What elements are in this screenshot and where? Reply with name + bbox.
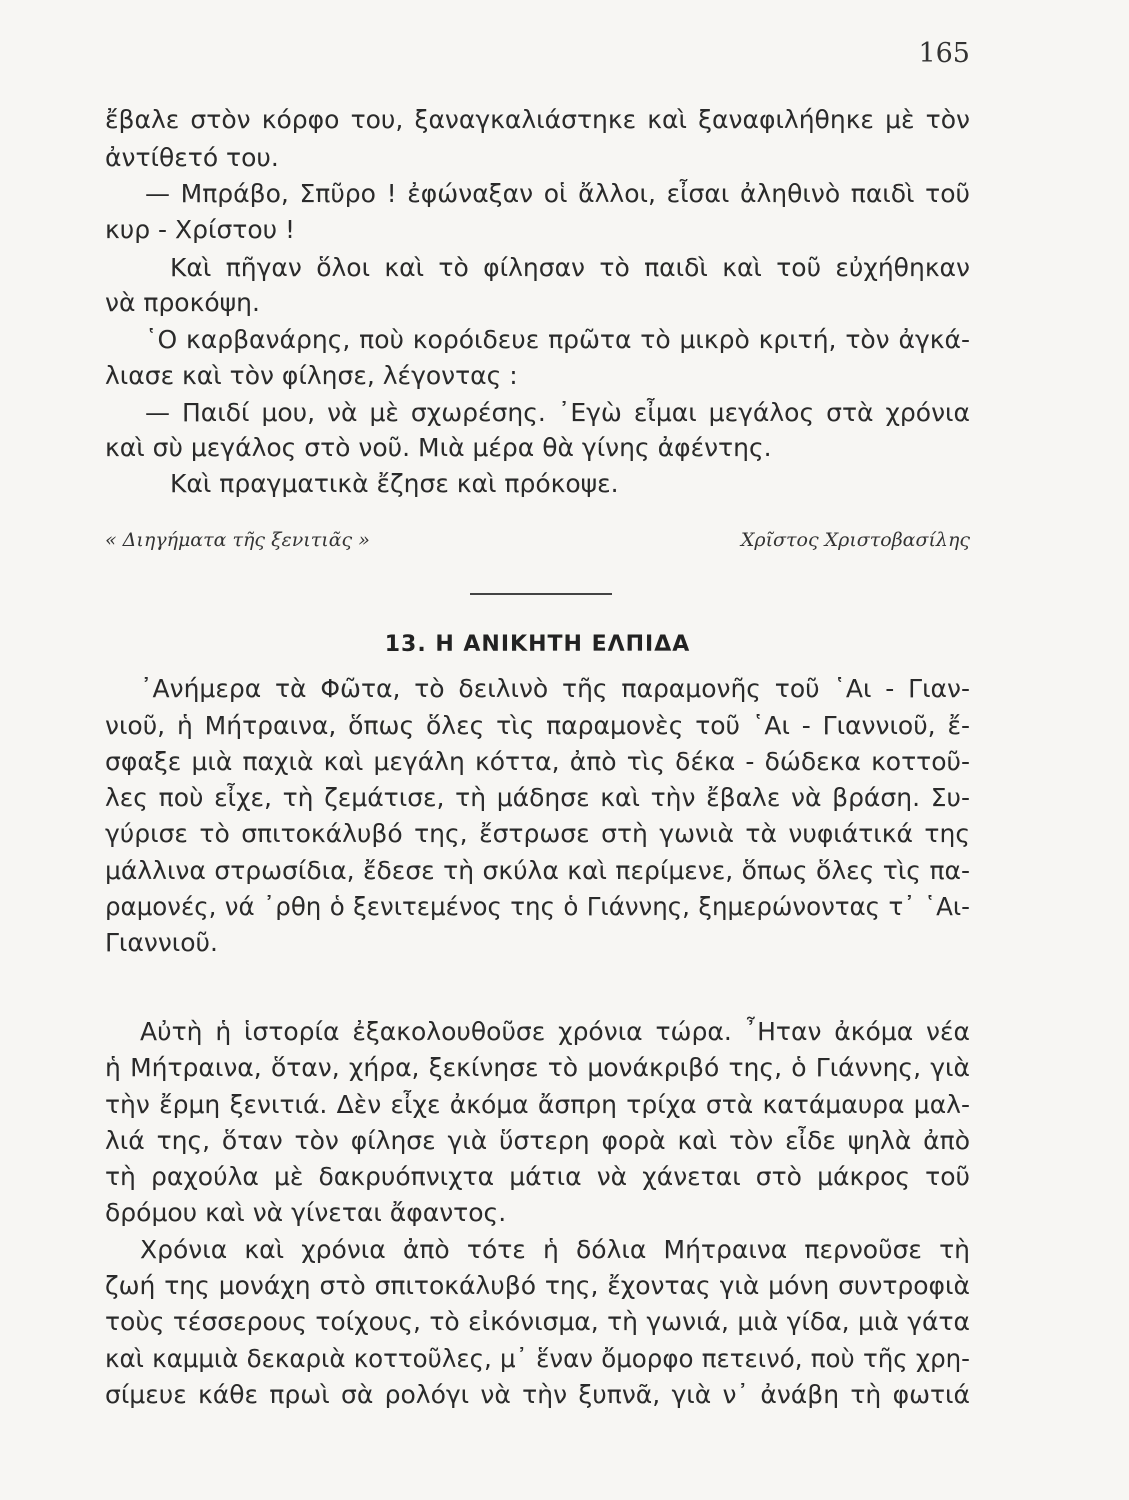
text-line: σίμευε κάθε πρωὶ σὰ ρολόγι νὰ τὴν ξυπνᾶ, γιὰ ν᾿ ἀνάβη τὴ φωτιά (105, 1380, 970, 1409)
text-line: ᾿Ανήμερα τὰ Φῶτα, τὸ δειλινὸ τῆς παραμονῆς τοῦ ῾Αι - Γιαν- (140, 674, 970, 703)
page-number: 165 (918, 38, 970, 69)
text-line: — Μπράβο, Σπῦρο ! ἐφώναξαν οἱ ἄλλοι, εἶσαι ἀληθινὸ παιδὶ τοῦ (145, 179, 970, 208)
text-line: Γιαννιοῦ. (105, 928, 218, 957)
text-line: ζωή της μονάχη στὸ σπιτοκάλυβό της, ἔχοντας γιὰ μόνη συντροφιὰ (105, 1271, 970, 1300)
text-line: ῾Ο καρβανάρης, ποὺ κορόιδευε πρῶτα τὸ μικρὸ κριτή, τὸν ἀγκά- (145, 325, 970, 354)
text-line: μάλλινα στρωσίδια, ἔδεσε τὴ σκύλα καὶ περίμενε, ὅπως ὅλες τὶς πα- (105, 856, 970, 885)
text-line: λες ποὺ εἶχε, τὴ ζεμάτισε, τὴ μάδησε καὶ τὴν ἔβαλε νὰ βράση. Συ- (105, 783, 970, 812)
text-line: τὴν ἔρμη ξενιτιά. Δὲν εἶχε ἀκόμα ἄσπρη τρίχα στὰ κατάμαυρα μαλ- (105, 1090, 970, 1119)
text-line: τὴ ραχούλα μὲ δακρυόπνιχτα μάτια νὰ χάνεται στὸ μάκρος τοῦ (105, 1162, 970, 1191)
text-line: νιοῦ, ἡ Μήτραινα, ὅπως ὅλες τὶς παραμονὲς τοῦ ῾Αι - Γιαννιοῦ, ἔ- (105, 711, 970, 740)
source-author: Χρῖστος Χριστοβασίλης (740, 529, 970, 551)
text-line: κυρ - Χρίστου ! (105, 215, 296, 244)
text-line: σφαξε μιὰ παχιὰ καὶ μεγάλη κόττα, ἀπὸ τὶς δέκα - δώδεκα κοττοῦ- (105, 747, 970, 776)
text-line: ἡ Μήτραινα, ὅταν, χήρα, ξεκίνησε τὸ μονάκριβό της, ὁ Γιάννης, γιὰ (105, 1053, 970, 1082)
text-line: ἀντίθετό του. (105, 143, 279, 172)
text-line: ραμονές, νά ᾿ρθη ὁ ξενιτεμένος της ὁ Γιάννης, ξημερώνοντας τ᾿ ῾Αι- (105, 892, 970, 921)
text-line: ἔβαλε στὸν κόρφο του, ξαναγκαλιάστηκε καὶ ξαναφιλήθηκε μὲ τὸν (105, 105, 970, 134)
text-line: Καὶ πῆγαν ὅλοι καὶ τὸ φίλησαν τὸ παιδὶ καὶ τοῦ εὐχήθηκαν (170, 253, 970, 282)
text-line: λιασε καὶ τὸν φίλησε, λέγοντας : (105, 361, 518, 390)
chapter-title: 13. Η ΑΝΙΚΗΤΗ ΕΛΠΙΔΑ (384, 632, 691, 657)
text-line: καὶ σὺ μεγάλος στὸ νοῦ. Μιὰ μέρα θὰ γίνης ἀφέντης. (105, 433, 772, 462)
text-line: δρόμου καὶ νὰ γίνεται ἄφαντος. (105, 1198, 507, 1227)
text-line: — Παιδί μου, νὰ μὲ σχωρέσης. ᾿Εγὼ εἶμαι μεγάλος στὰ χρόνια (145, 398, 970, 427)
divider (470, 593, 612, 595)
text-line: νὰ προκόψη. (105, 288, 260, 317)
text-line: γύρισε τὸ σπιτοκάλυβό της, ἔστρωσε στὴ γωνιὰ τὰ νυφιάτικά της (105, 819, 970, 848)
text-line: λιά της, ὅταν τὸν φίλησε γιὰ ὕστερη φορὰ καὶ τὸν εἶδε ψηλὰ ἀπὸ (105, 1126, 970, 1155)
text-line: καὶ καμμιὰ δεκαριὰ κοττοῦλες, μ᾿ ἕναν ὄμορφο πετεινό, ποὺ τῆς χρη- (105, 1344, 970, 1373)
text-line: Χρόνια καὶ χρόνια ἀπὸ τότε ἡ δόλια Μήτραινα περνοῦσε τὴ (140, 1235, 970, 1264)
source-work: « Διηγήματα τῆς ξενιτιᾶς » (105, 529, 370, 551)
text-line: Αὐτὴ ἡ ἱστορία ἐξακολουθοῦσε χρόνια τώρα. ῏Ηταν ἀκόμα νέα (140, 1017, 970, 1046)
text-line: Καὶ πραγματικὰ ἔζησε καὶ πρόκοψε. (170, 469, 619, 498)
text-line: τοὺς τέσσερους τοίχους, τὸ εἰκόνισμα, τὴ γωνιά, μιὰ γίδα, μιὰ γάτα (105, 1307, 970, 1336)
